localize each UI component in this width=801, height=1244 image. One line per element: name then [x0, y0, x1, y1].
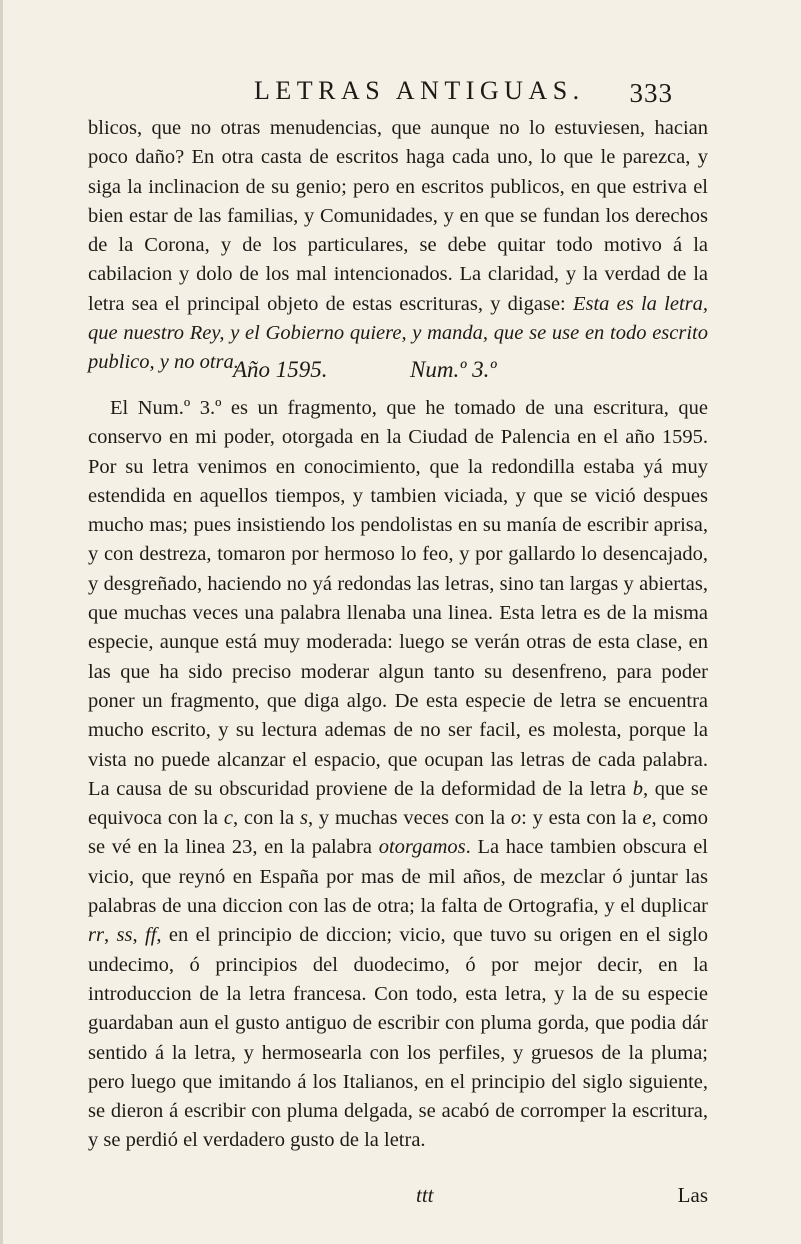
running-head: LETRAS ANTIGUAS.	[254, 76, 585, 105]
section-heading	[88, 355, 708, 389]
quoted-formula: Esta es la letra, que nuestro Rey, y el Gobierno quiere, y manda, que se use en todo escrito publico, y no otra.	[88, 292, 708, 374]
paragraph-text: , que se equivoca con la	[88, 777, 708, 830]
letter-term: e	[642, 807, 652, 830]
signature-mark: ttt	[416, 1183, 434, 1207]
catchword: Las	[677, 1183, 708, 1207]
paragraph-text: , y muchas veces con la	[307, 807, 511, 830]
paragraph-text: , con la	[232, 807, 300, 830]
paragraph-text: , como se vé en la linea 23, en la palabra	[88, 807, 708, 859]
section-year: Año 1595.	[233, 357, 328, 382]
paragraph-text: . La hace tambien obscura el vicio, que reynó en España por mas de mil años, de mezclar ó juntar las palabras de una diccion con las de otra; la falta de Ortografia, y el duplicar	[88, 836, 708, 918]
word-term: otorgamos	[378, 836, 466, 859]
paragraph-main	[88, 394, 708, 1156]
page-edge	[0, 0, 3, 1244]
letter-term: b	[632, 777, 643, 800]
paragraph-text: : y esta con la	[521, 807, 643, 830]
page-number: 333	[629, 78, 673, 108]
letter-term: rr	[88, 924, 104, 947]
paragraph-text: ,	[132, 924, 145, 947]
paragraph-text: , en el principio de diccion; vicio, que tuvo su origen en el siglo undecimo, ó principios del duodecimo, ó por mejor decir, en la introduccion de la letra francesa. Con todo, esta letra, y la de su especie guardaban aun el gusto antiguo de escribir con pluma gorda, que podia dár sentido á la letra, y hermosearla con los perfiles, y gruesos de la pluma; pero luego que imitando á los Italianos, en el principio del siglo siguiente, se dieron á escribir con pluma delgada, se acabó de corromper la escritura, y se perdió el verdadero gusto de la letra.	[88, 924, 709, 1152]
letter-term: c	[223, 807, 233, 830]
paragraph-text: blicos, que no otras menudencias, que aunque no lo estuviesen, hacian poco daño? En otra casta de escritos haga cada uno, lo que le parezca, y siga la inclinacion de su genio; pero en escritos publicos, en que estriva el bien estar de las familias, y Comunidades, y en que se fundan los derechos de la Corona, y de los particulares, se debe quitar todo motivo á la cabilacion y dolo de los mal intencionados. La claridad, y la verdad de la letra sea el principal objeto de estas escrituras, y digase:	[88, 117, 708, 315]
letter-term: s	[299, 807, 308, 830]
paragraph-continued	[88, 114, 708, 378]
letter-term: ss	[116, 924, 133, 947]
page-header	[254, 74, 673, 108]
letter-term: ff	[145, 924, 157, 947]
section-number: Num.º 3.º	[410, 357, 497, 382]
paragraph-text: El Num.º 3.º es un fragmento, que he tomado de una escritura, que conservo en mi poder, otorgada en la Ciudad de Palencia en el año 1595. Por su letra venimos en conocimiento, que la redondilla estaba yá muy estendida en aquellos tiempos, y tambien viciada, y que se vició despues mucho mas; pues insistiendo los pendolistas en su manía de escribir aprisa, y con destreza, tomaron por hermoso lo feo, y por gallardo lo desencajado, y desgreñado, haciendo no yá redondas las letras, sino tan largas y abiertas, que muchas veces una palabra llenaba una linea. Esta letra es de la misma especie, aunque está muy moderada: luego se verán otras de esta clase, en las que ha sido preciso moderar algun tanto su desenfreno, para poder poner un fragmento, que diga algo. De esta especie de letra se encuentra mucho escrito, y su lectura ademas de no ser facil, es molesta, porque la vista no puede alcanzar el espacio, que ocupan las letras de cada palabra. La causa de su obscuridad proviene de la deformidad de la letra	[88, 397, 708, 800]
paragraph-text: ,	[103, 924, 117, 947]
letter-term: o	[510, 807, 522, 830]
page-footer	[88, 1183, 708, 1211]
